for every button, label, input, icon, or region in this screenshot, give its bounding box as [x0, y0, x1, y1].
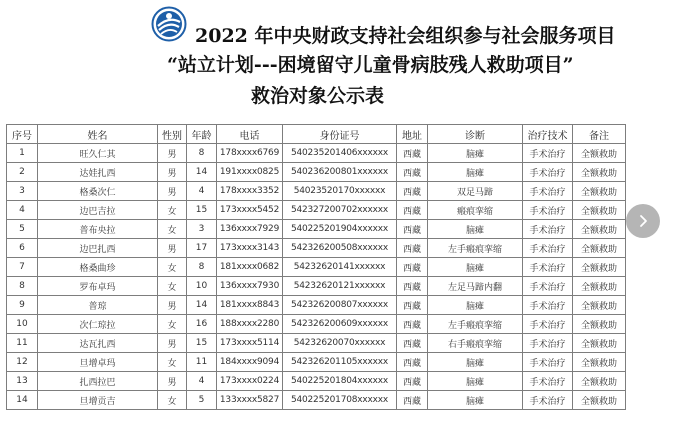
cell-diagnosis: 脑瘫 [428, 220, 523, 239]
cell-phone: 181xxxx0682 [217, 258, 283, 277]
header-index: 序号 [7, 125, 38, 144]
cell-id-number: 540236200801xxxxxx [283, 163, 397, 182]
cell-diagnosis: 脑瘫 [428, 144, 523, 163]
cell-gender: 女 [158, 258, 187, 277]
cell-index: 9 [7, 296, 38, 315]
cell-phone: 188xxxx2280 [217, 315, 283, 334]
cell-age: 11 [187, 353, 217, 372]
cell-index: 2 [7, 163, 38, 182]
cell-gender: 女 [158, 277, 187, 296]
header-name: 姓名 [38, 125, 158, 144]
cell-diagnosis: 右手瘢痕挛缩 [428, 334, 523, 353]
cell-index: 7 [7, 258, 38, 277]
header-age: 年龄 [187, 125, 217, 144]
cell-address: 西藏 [397, 220, 428, 239]
cell-remarks: 全额救助 [573, 258, 626, 277]
cell-remarks: 全额救助 [573, 163, 626, 182]
cell-id-number: 542326200807xxxxxx [283, 296, 397, 315]
cell-index: 8 [7, 277, 38, 296]
cell-phone: 173xxxx5452 [217, 201, 283, 220]
cell-address: 西藏 [397, 277, 428, 296]
cell-diagnosis: 左手瘢痕挛缩 [428, 239, 523, 258]
cell-gender: 男 [158, 163, 187, 182]
cell-diagnosis: 双足马蹄 [428, 182, 523, 201]
cell-address: 西藏 [397, 239, 428, 258]
cell-id-number: 54232620070xxxxxx [283, 334, 397, 353]
cell-gender: 男 [158, 239, 187, 258]
cell-phone: 173xxxx5114 [217, 334, 283, 353]
cell-remarks: 全额救助 [573, 201, 626, 220]
cell-name: 边巴扎西 [38, 239, 158, 258]
cell-age: 15 [187, 334, 217, 353]
cell-age: 14 [187, 163, 217, 182]
cell-gender: 女 [158, 391, 187, 410]
cell-phone: 181xxxx8843 [217, 296, 283, 315]
cell-age: 3 [187, 220, 217, 239]
cell-id-number: 542326201105xxxxxx [283, 353, 397, 372]
cell-name: 罗布卓玛 [38, 277, 158, 296]
table-row [7, 315, 626, 334]
cell-remarks: 全额救助 [573, 239, 626, 258]
cell-age: 4 [187, 372, 217, 391]
cell-index: 6 [7, 239, 38, 258]
cell-gender: 女 [158, 315, 187, 334]
cell-index: 4 [7, 201, 38, 220]
cell-index: 5 [7, 220, 38, 239]
cell-treatment: 手术治疗 [523, 296, 573, 315]
table-row [7, 220, 626, 239]
table-row [7, 258, 626, 277]
header-diagnosis: 诊断 [428, 125, 523, 144]
cell-treatment: 手术治疗 [523, 372, 573, 391]
document-title-line-1: 2022 年中央财政支持社会组织参与社会服务项目 [195, 25, 616, 47]
cell-diagnosis: 左手瘢痕挛缩 [428, 315, 523, 334]
cell-name: 格桑曲珍 [38, 258, 158, 277]
cell-phone: 136xxxx7929 [217, 220, 283, 239]
cell-treatment: 手术治疗 [523, 163, 573, 182]
cell-id-number: 542326200609xxxxxx [283, 315, 397, 334]
cell-id-number: 542327200702xxxxxx [283, 201, 397, 220]
cell-treatment: 手术治疗 [523, 220, 573, 239]
cell-treatment: 手术治疗 [523, 239, 573, 258]
cell-diagnosis: 瘢痕挛缩 [428, 201, 523, 220]
cell-name: 旦增贡吉 [38, 391, 158, 410]
header-remarks: 备注 [573, 125, 626, 144]
cell-address: 西藏 [397, 182, 428, 201]
cell-treatment: 手术治疗 [523, 353, 573, 372]
table-row [7, 391, 626, 410]
chevron-right-icon [636, 214, 650, 228]
cell-treatment: 手术治疗 [523, 277, 573, 296]
cell-remarks: 全额救助 [573, 372, 626, 391]
table-row [7, 239, 626, 258]
cell-id-number: 54232620141xxxxxx [283, 258, 397, 277]
cell-address: 西藏 [397, 353, 428, 372]
cell-phone: 184xxxx9094 [217, 353, 283, 372]
cell-address: 西藏 [397, 315, 428, 334]
cell-remarks: 全额救助 [573, 182, 626, 201]
cell-name: 次仁琼拉 [38, 315, 158, 334]
cell-diagnosis: 脑瘫 [428, 372, 523, 391]
cell-address: 西藏 [397, 391, 428, 410]
cell-phone: 191xxxx0825 [217, 163, 283, 182]
cell-age: 16 [187, 315, 217, 334]
header-gender: 性别 [158, 125, 187, 144]
cell-phone: 178xxxx3352 [217, 182, 283, 201]
table-row [7, 144, 626, 163]
cell-index: 11 [7, 334, 38, 353]
cell-remarks: 全额救助 [573, 144, 626, 163]
cell-remarks: 全额救助 [573, 296, 626, 315]
table-row [7, 372, 626, 391]
cell-id-number: 542326200508xxxxxx [283, 239, 397, 258]
table-header-row [7, 125, 626, 144]
cell-address: 西藏 [397, 296, 428, 315]
cell-index: 10 [7, 315, 38, 334]
document-title-line-2: “站立计划---困境留守儿童骨病肢残人救助项目” [167, 54, 574, 76]
cell-phone: 133xxxx5827 [217, 391, 283, 410]
table-row [7, 182, 626, 201]
cell-phone: 178xxxx6769 [217, 144, 283, 163]
next-page-button[interactable] [626, 204, 660, 238]
cell-treatment: 手术治疗 [523, 201, 573, 220]
cell-phone: 173xxxx3143 [217, 239, 283, 258]
table-row [7, 296, 626, 315]
table-row [7, 277, 626, 296]
cell-remarks: 全额救助 [573, 353, 626, 372]
cell-diagnosis: 脑瘫 [428, 258, 523, 277]
cell-remarks: 全额救助 [573, 277, 626, 296]
cell-diagnosis: 左足马蹄内翻 [428, 277, 523, 296]
cell-age: 14 [187, 296, 217, 315]
cell-name: 旦增卓玛 [38, 353, 158, 372]
cell-remarks: 全额救助 [573, 220, 626, 239]
recipient-table [6, 124, 626, 410]
cell-index: 1 [7, 144, 38, 163]
header-address: 地址 [397, 125, 428, 144]
cell-age: 8 [187, 258, 217, 277]
cell-diagnosis: 脑瘫 [428, 353, 523, 372]
cell-index: 12 [7, 353, 38, 372]
cell-gender: 男 [158, 144, 187, 163]
cell-id-number: 54023520170xxxxxx [283, 182, 397, 201]
cell-id-number: 540225201804xxxxxx [283, 372, 397, 391]
cell-treatment: 手术治疗 [523, 315, 573, 334]
cell-address: 西藏 [397, 201, 428, 220]
document-title-line-3: 救治对象公示表 [251, 85, 385, 107]
cell-id-number: 540225201708xxxxxx [283, 391, 397, 410]
header-id-number: 身份证号 [283, 125, 397, 144]
cell-gender: 男 [158, 372, 187, 391]
cell-age: 8 [187, 144, 217, 163]
cell-name: 旺久仁其 [38, 144, 158, 163]
cell-name: 普布央拉 [38, 220, 158, 239]
cell-name: 扎西拉巴 [38, 372, 158, 391]
cell-name: 普琼 [38, 296, 158, 315]
cell-treatment: 手术治疗 [523, 258, 573, 277]
cell-name: 格桑次仁 [38, 182, 158, 201]
cell-gender: 男 [158, 334, 187, 353]
cell-remarks: 全额救助 [573, 315, 626, 334]
cell-remarks: 全额救助 [573, 334, 626, 353]
cell-address: 西藏 [397, 258, 428, 277]
cell-age: 17 [187, 239, 217, 258]
cell-id-number: 540235201406xxxxxx [283, 144, 397, 163]
cell-address: 西藏 [397, 163, 428, 182]
cell-index: 13 [7, 372, 38, 391]
cell-name: 达娃扎西 [38, 163, 158, 182]
cell-id-number: 54232620121xxxxxx [283, 277, 397, 296]
cell-name: 达瓦扎西 [38, 334, 158, 353]
table-row [7, 201, 626, 220]
cell-treatment: 手术治疗 [523, 144, 573, 163]
cell-phone: 136xxxx7930 [217, 277, 283, 296]
cell-diagnosis: 脑瘫 [428, 391, 523, 410]
cell-age: 5 [187, 391, 217, 410]
cell-age: 4 [187, 182, 217, 201]
cell-remarks: 全额救助 [573, 391, 626, 410]
cell-treatment: 手术治疗 [523, 391, 573, 410]
table-row [7, 163, 626, 182]
cell-address: 西藏 [397, 372, 428, 391]
cell-name: 边巴吉拉 [38, 201, 158, 220]
organization-logo-icon [151, 6, 187, 42]
cell-id-number: 540225201904xxxxxx [283, 220, 397, 239]
cell-phone: 173xxxx0224 [217, 372, 283, 391]
cell-gender: 男 [158, 296, 187, 315]
cell-address: 西藏 [397, 144, 428, 163]
cell-treatment: 手术治疗 [523, 334, 573, 353]
cell-address: 西藏 [397, 334, 428, 353]
header-treatment: 治疗技术 [523, 125, 573, 144]
cell-diagnosis: 脑瘫 [428, 163, 523, 182]
cell-treatment: 手术治疗 [523, 182, 573, 201]
cell-index: 3 [7, 182, 38, 201]
cell-diagnosis: 脑瘫 [428, 296, 523, 315]
cell-gender: 女 [158, 201, 187, 220]
cell-index: 14 [7, 391, 38, 410]
cell-gender: 女 [158, 220, 187, 239]
cell-age: 15 [187, 201, 217, 220]
table-row [7, 334, 626, 353]
cell-age: 10 [187, 277, 217, 296]
cell-gender: 男 [158, 182, 187, 201]
header-phone: 电话 [217, 125, 283, 144]
table-row [7, 353, 626, 372]
table-body [7, 144, 626, 410]
cell-gender: 女 [158, 353, 187, 372]
